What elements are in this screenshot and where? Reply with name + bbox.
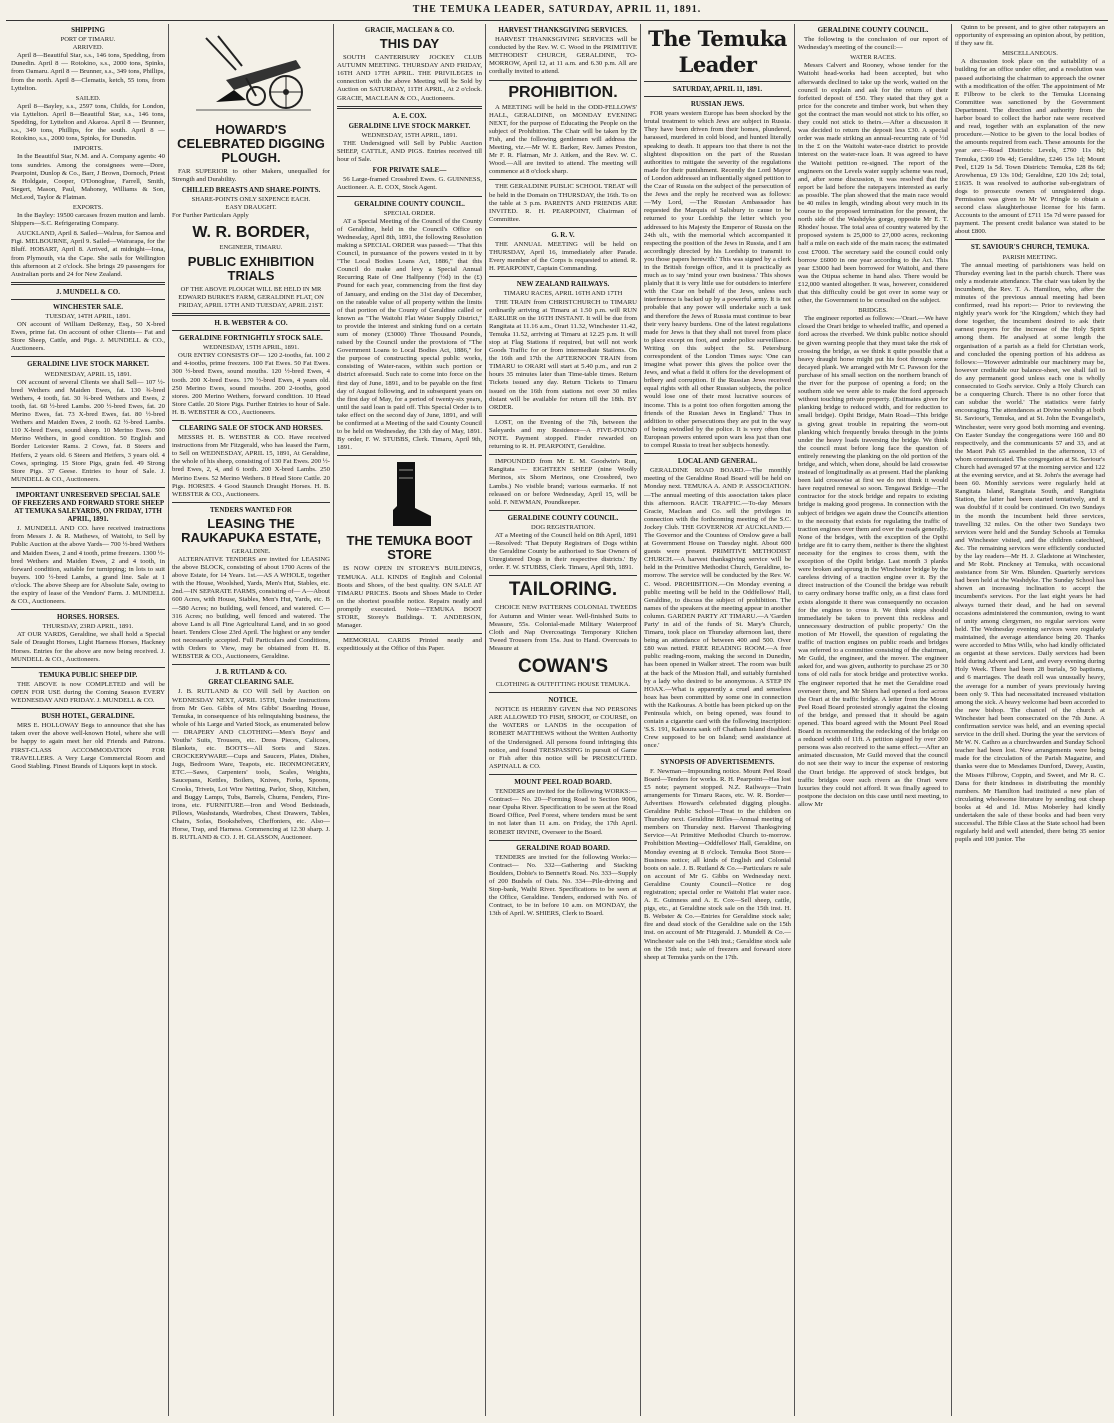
synopsis-heading: SYNOPSIS OF ADVERTISEMENTS.: [660, 757, 775, 766]
column-4: [485, 24, 640, 1416]
trials-title: PUBLIC EXHIBITION TRIALS: [187, 253, 315, 283]
divider: [11, 487, 165, 488]
geraldine-market-text: THE Undersigned will Sell by Public Auction SHEEP, CATTLE, AND PIGS. Entries received till hour of Sale.: [337, 139, 482, 164]
arrived-heading: ARRIVED.: [72, 44, 104, 52]
gracie-heading: GRACIE, MACLEAN & CO.: [364, 26, 455, 34]
top-rule: [6, 20, 1108, 21]
border-name: W. R. BORDER,: [192, 223, 310, 241]
divider: [489, 774, 637, 775]
gerroad-text: TENDERS are invited for the following Works:— Contract— No. 332—Gathering and Stacking Boulders, Dobie's to Bennett's Road. No. 333—Supply of 200 Bushels of Oats. No. 334—Pile-driving and Stop-bank, Waihi River. Specifications to be seen at the Office, Geraldine. Tenders, endorsed with No. of Contract, to be in before 10 a.m. on MONDAY, the 13th of April. W. SHIERS, Clerk to Board.: [489, 853, 637, 918]
saviour-heading: ST. SAVIOUR'S CHURCH, TEMUKA.: [970, 243, 1090, 252]
bush-text: MRS E. HOLLOWAY Begs to announce that she has taken over the above well-known Hotel, where she will be happy to again meet her old Friends and Patrons. FIRST-CLASS ACCOMMODATION FOR TRAVELLERS. A Very Large Commercial Room and Good Stabling. Finest Brands of Liquors kept in stock.: [11, 722, 165, 770]
grv-text: THE ANNUAL MEETING will be held on THURSDAY, April 16, immediately after Parade. Every member of the Corps is requested to attend. R. H. PEARPOINT, Captain Commanding.: [489, 240, 637, 273]
special-text: AT a Special Meeting of the Council of the County of Geraldine, held in the Council's Office on Wednesday, April 8th, 1891, the following Resolution making a SPECIAL ORDER was passed:— 'That this Council, in pursuance of the powers vested in it by "The Local Bodies Loans Act, 1886," that this Council do make and levy a Special Annual Recurring Rate of One Halfpenny (½d) in the (£) Pound for each year, commencing from the first day of January, and ending on the 31st day of December, on the rateable value of all property within the limits of that portion of the County of Geraldine called or known as "The Waitohi Flat Water Supply District," to provide the interest and sinking fund on a certain sum of money (£3000) Three Thousand Pounds, raised by the Council under the provisions of "The Government Loans to Local Bodies Act, 1886," for the purpose of constructing special public works, consisting of Water-races, within such portion or district aforesaid. Such rate to come into force on the first day of June, 1891, and to be payable on the first day of August following, and in subsequent years on the first day of May, for a period of twenty-six years, until the said loan is paid off. This Special Order is to take effect on the second day of June, 1891, and will be confirmed at a Meeting of the said County Council to be held on Wednesday, the 13th day of May, 1891. By order, F. W. STUBBS, Clerk. Timaru, April 9th, 1891.: [337, 217, 482, 452]
prohibition-text: A MEETING will be held in the ODD-FELLOWS' HALL, GERALDINE, on MONDAY EVENING NEXT, for the purpose of Educating the People on the subject of Prohibition. The Chair will be taken by Dr Fish, and the following gentlemen will address the Meeting, viz.—Mr W. E. Barker, Rev. James Preston, Mr F. R. Flatman, Mr J. Aitken, and the Rev. W. C. Wood.—All are invited to attend. The meeting will commence at 8 o'clock sharp.: [489, 103, 637, 176]
parish-text: The annual meeting of parishioners was held on Thursday evening last in the parish church. There was only a moderate attendance. The chair was taken by the incumbent, the Rev. T. A. Hamilton, who, after the minutes of the previous annual meeting had been confirmed, read his report:— Prior to reviewing the nightly year's work for 'the Kingdom,' which they had done together, the incumbent desired to ask their earnest prayers for the increase of the Holy Spirit among them. He analysed at some length the organisation of a parish as a field for Christian work, and concluded the opening portion of his address as follows:—'However admirable our machinery may be, however creditable our balance-sheet, we shall fail to do any permanent good unless each one is wholly consecrated to God's service. Only a Holy Church can be a conquering Church. There is no other force that can subdue the world.' The statistics were fairly encouraging. The attendances at Divine worship at both St. Saviour's, Temuka, and at St. John the Evangelist's, Winchester, were very good both morning and evening. On Easter Sunday the congregations were 160 and 80 respectively, and the communicants 57 and 33, and at the Maori Pah 65 assembled in the afternoon, 13 of whom communicated. The congregation at St. Saviour's Church had averaged 97 at the morning service and 122 at the evening service, and at St. John's the average had been 60. Monthly services were regularly held at Rangitata Island, Rangitata South, and Rangitata Station, the latter had been started tentatively, and it was doubtful if it could be continued. On two Sundays in the month the incumbent held three services, travelling 32 miles. On the other two Sundays two services were held and the Sunday Schools at Temuka and Winchester visited, and the children catechised, &c. The remaining services were efficiently conducted by the lay readers—Mr H. J. Gladstone at Winchester, and Mr Robt. Pinckney at Temuka, with occasional assistance from Sir Wm. Blunden. Quarterly services had been held at the Washdyke. The Sunday School has shown an increasing inclination to accept the incumbent's services. For the last eight years he had always turned their dead, and he had on several occasions administered the communion, owing to want of unity among clergymen, no regular services were held. The Wednesday evening services were regularly maintained, the average attendance being 20. Thanks were accorded to Miss Wills, who had kindly officiated as organist at these services. Daily services had been held during Advent and Lent, and every evening during Holy Week. There had been 28 burials, 50 baptisms, and 6 marriages. The death roll was unusually heavy, the average for a number of years previously having been only 9. This had necessitated increased visitation among the sick. A heavy welcome had been accorded to the new bishop. The chancel of the church at Winchester had been consecrated on the 7th June. A confirmation service was held, and an evening special service in the drill shed. During the year the services of Mr W. N. Cathro as a churchwarden and Sunday School teacher had been lost. New arrangements were being made for the circulation of the Parish Magazine, and thanks were due to Mesdames Dunford, Davey, Austin, the Misses Filbrow, Coppin, and Sweet, and Mr R. C. Dana for their kindness in distributing the monthly numbers. Mr Hamilton had instituted a new plan of circulating wholesome literature by sending out cheap books at 4d and 1d. Miss Moberley had kindly undertaken the sale of these books and had been very successful. The Bible Class at the State school had been regularly held and well attended, there being 35 senior pupils and 100 junior. The: [955, 261, 1105, 844]
russian-heading: RUSSIAN JEWS.: [690, 100, 745, 109]
port-heading: PORT OF TIMARU.: [60, 36, 116, 44]
thisday-heading: THIS DAY: [379, 36, 440, 52]
divider: [172, 330, 330, 331]
dog-subheading: DOG REGISTRATION.: [531, 523, 595, 531]
local-heading: LOCAL AND GENERAL.: [677, 457, 758, 466]
divider: [644, 96, 791, 97]
imports-heading: IMPORTS.: [73, 145, 103, 153]
column-2: [168, 24, 333, 1416]
divider: [11, 667, 165, 668]
divider: [172, 313, 330, 316]
howard-further: For Further Particulars Apply: [172, 212, 249, 220]
divider: [489, 179, 637, 180]
railways-heading: NEW ZEALAND RAILWAYS.: [516, 280, 610, 289]
rutland-heading: J. B. RUTLAND & CO.: [215, 668, 287, 677]
mountpeel-text: TENDERS are invited for the following WORKS:— Contract— No. 20—Forming Road to Section 9006, near Opuha River. Specification to be seen at the Road Board Office, Peel Forest, where tenders must be sent in not later than 11 a.m. on Friday, the 17th April. ROBERT IRVINE, Overseer to the Board.: [489, 788, 637, 836]
divider: [489, 415, 637, 416]
divider: [11, 708, 165, 709]
divider: [644, 81, 791, 82]
divider: [337, 196, 482, 197]
leasing-title: LEASING THE RAUKAPUKA ESTATE,: [181, 515, 321, 545]
howard-chilled: CHILLED BREASTS AND SHARE-POINTS.: [181, 186, 321, 195]
winchester-heading: WINCHESTER SALE.: [52, 302, 124, 311]
divider: [11, 356, 165, 357]
harvest-heading: HARVEST THANKSGIVING SERVICES.: [498, 26, 628, 34]
newspaper-date: SATURDAY, APRIL 11, 1891.: [672, 85, 763, 93]
geraldine-market-heading: GERALDINE LIVE STOCK MARKET.: [348, 121, 471, 130]
divider: [489, 276, 637, 277]
imports-text: In the Beautiful Star, N.M. and A. Company agents: 40 tons sundries. Among the consignees were—Dore, Pearpoint, Dunlop & Co., Barr, J Brown, Dornoch, Priest & Holdgate, Cooper, O'Donoghue, Farrell, Smith, Siegert, Mason, Paul, Mahoney, Williams & Son, McLeod, Taylor & Flatman.: [11, 153, 165, 201]
divider: [644, 754, 791, 755]
exports-heading: EXPORTS.: [72, 203, 104, 211]
divider: [489, 510, 637, 511]
fortnightly-date: WEDNESDAY, 15TH APRIL, 1891.: [202, 344, 300, 352]
divider: [337, 633, 482, 634]
notice-text: NOTICE IS HEREBY GIVEN that NO PERSONS ARE ALLOWED TO FISH, SHOOT, or COURSE, on the WATERS or LANDS in the occupation of ROBERT MATTHEWS without the Written Authority of the Undersigned. All persons found infringing this notice, and found TRESPASSING in pursuit of Game or Fish after this notice will be PROSECUTED. ASPINALL & CO.: [489, 706, 637, 770]
trials-sub: OF THE ABOVE PLOUGH WILL BE HELD IN MR EDWARD BURKE'S FARM, GERALDINE FLAT, ON FRIDAY, APRIL 17TH AND TUESDAY, APRIL 21ST.: [178, 285, 324, 309]
geraldine-live-heading: GERALDINE LIVE STOCK MARKET.: [27, 360, 149, 369]
cowans-subtitle: CLOTHING & OUTFITTING HOUSE TEMUKA.: [495, 681, 631, 688]
auckland-text: AUCKLAND, April 8. Sailed—Walrus, for Samoa and Figi. MELBOURNE, April 9. Sailed—Wairarapa, for the Bluff. HOBART, April 8. Arrived, at midnight—Iona, from Plymouth, via the Cape. She sails for Wellington this afternoon at 2 o'clock. She brings 29 passengers for Australian ports and 24 for New Zealand.: [11, 230, 165, 278]
border-title: ENGINEER, TIMARU.: [219, 243, 283, 251]
column-3: [333, 24, 485, 1416]
private-heading: FOR PRIVATE SALE—: [372, 166, 447, 175]
council-continued: Quinn to be present, and to give other ratepayers an opportunity of expressing an opinion about, by petition, if they saw fit.: [955, 24, 1105, 48]
divider: [489, 454, 637, 455]
grv-heading: G. R. V.: [551, 230, 575, 239]
cox-heading: A. E. COX.: [392, 111, 427, 120]
mountpeel-heading: MOUNT PEEL ROAD BOARD.: [514, 777, 612, 786]
russian-text: FOR years western Europe has been shocked by the brutal treatment to which Jews are subject in Russia. They have been driven from their homes, plundered, harassed, murdered in cold blood, and hunted literally speaking to death. It appears too that there is not the slightest disposition on the part of the Russian authorities to mitigate the severity of the regulations made for their punishment. Recently the Lord Mayor of London addressed an influentially signed petition to the Czar of Russia on the subject of the persecution of the Jews and the reply he received was as follows:—'My Lord, —The Russian Ambassador has requested the Marquis of Salisbury to cause to be returned to your Lordship the letter which you addressed to his Majesty the Emperor of Russia on the 24th ult., with the memorial which accompanied it respecting the position of the Jews in Russia, and I am accordingly directed by his Lordship to transmit to you those papers herewith.' This was signed by a clerk in the British foreign office, and it is practically as much as to say 'mind your own business.' This shows plainly that it is very little use for outsiders to interfere with the Czar on behalf of the Jews, unless such interference is backed up by a powerful army. It is not probable that any power will undertake such a task and therefore the Jews of Russia must continue to bear their very heavy burdens. One of the latest regulations made for Jews is that they shall not travel from place to place except on foot, and under police surveillance. Writing on this subject the St. Petersburg correspondent of the London Times says: 'One can imagine what power this gives the police over the Jews, and what a field it offers for the development of bribery and corruption. If the Russian Jews received equal rights with all other Russian subjects, the police would lose one of their most lucrative sources of income. This is a point too often forgotten among the friends of the Russian Jews in England.' Thus in addition to other persecutions they are put in the way of being swindled by the police. It is very often that European powers entered upon wars less just than one to compel Russia to treat her subjects honestly.: [644, 110, 791, 450]
water-text: Messrs Calvert and Rooney, whose tender for the Waitohi head-works had been accepted, but who afterwards declined to take up the work, waited on the council to explain and ask for the return of their forfeited deposit of £50. They stated that they got a price for the concrete and timber work, but when they got the contract the man would not stick to his offer, so they could not stick to theirs.—After a discussion it was decided to return the deposit less £30. A special order was made striking an annual-recurring rate of ½d in the £ on the Waitohi water-race district to provide interest on the water-race loan. It was agreed to have the Waitohi petition re-signed. The report of the engineers on the Levels water supply scheme was read, and, after some discussion, it was resolved that the report be laid before the ratepayers interested as early as possible. The plan showed that the main race would be 40 miles in length, winding about very much in its course to the proposed termination for the present, the north side of the Washdyke gorge, opposite Mr E. T. Rhodes' house. The total area of country watered by the proposed system is 25,000 to 27,000 acres, reckoning half a mile on each side of the main races; the estimated cost £7000. The secretary said the council could only borrow £6000 in one year according to the Act. This year £3000 had been borrowed for Waitohi, and there was the Otipua scheme in hand also. There would be £12,000 wanted altogether. It was, however, considered that this difficulty could be got over in some way or other, the Government to be consulted on the subject.: [798, 62, 948, 305]
divider: [489, 227, 637, 228]
geraldine-live-date: WEDNESDAY, APRIL 15, 1891.: [44, 370, 132, 378]
plough-illustration: [186, 30, 316, 120]
races-text: THE TRAIN from CHRISTCHURCH to TIMARU ordinarily arriving at Timaru at 1.50 p.m. will RUN EARLIER on the 16TH INSTANT. It will be due from Rangitata at 11.16 a.m., Orari 11.32, Winchester 11.42, Temuka 11.52, arriving at Timaru at 12.25 p.m. It will stop at Flag Stations if required, but will not work Goods Traffic for or from intermediate Stations. On the 16th and 17th the AFTERNOON TRAIN from TIMARU to ORARI will start at 5.40 p.m., and run 2 hours 35 minutes later than Time-table times. Return Tickets issued any day. Return Tickets to Timaru issued on the 16th from stations not over 30 miles distant will be available for return till the 18th. BY ORDER.: [489, 298, 637, 411]
column-5: [640, 24, 794, 1416]
divider: [489, 80, 637, 81]
winchester-date: TUESDAY, 14TH APRIL, 1891.: [45, 313, 131, 320]
school-text: THE GERALDINE PUBLIC SCHOOL TREAT will be held in the Domain on THURSDAY, the 16th. To on the table at 3 p.m. PARENTS AND FRIENDS ARE INVITED. R. H. PEARPOINT, Chairman of Committee.: [489, 183, 637, 223]
arrived-text: April 8—Beautiful Star, s.s., 146 tons, Spedding, from Dunedin. April 8 — Rotokino, s.s., 2000 tons, Spinks, from Oamaru. April 8 — Brunner, s.s., 349 tons, Phillips, from the north. April 8—Clematis, ketch, 55 tons, from Lyttelton.: [11, 52, 165, 92]
divider: [337, 106, 482, 109]
cowans-title: COWAN'S: [517, 656, 609, 677]
howard-share: SHARE-POINTS ONLY SIXPENCE EACH.: [191, 196, 311, 204]
howard-title: HOWARD'S CELEBRATED DIGGING PLOUGH.: [177, 122, 325, 165]
column-7: [951, 24, 1108, 1416]
exports-text: In the Bayley: 19500 carcases frozen mutton and lamb. Shippers—S.C. Refrigerating Company.: [11, 212, 165, 228]
impounded-text: IMPOUNDED from Mr E. M. Goodwin's Run, Rangitata — EIGHTEEN SHEEP (nine Woolly Merinos, six Shorn Merinos, one Crossbred, two Lambs.) No visible brand; various earmarks. If not released on or before Wednesday, April 15, will be sold. F. NEWMAN, Poundkeeper.: [489, 458, 637, 506]
geraldine-market-date: WEDNESDAY, 15TH APRIL, 1891.: [361, 131, 458, 139]
jockey-text: SOUTH CANTERBURY JOCKEY CLUB AUTUMN MEETING. THURSDAY AND FRIDAY, 16TH AND 17TH APRIL. THE PRIVILEGES in connection with the above Meeting will be Sold by Auction on SATURDAY, 11TH APRIL, At 2 o'clock. GRACIE, MACLEAN & CO., Auctioneers.: [337, 54, 482, 102]
newspaper-title: The Temuka Leader: [648, 26, 787, 77]
leasing-sub: GERALDINE.: [231, 547, 271, 555]
divider: [644, 453, 791, 454]
boot-illustration: [385, 460, 435, 530]
county-heading: GERALDINE COUNTY COUNCIL.: [354, 199, 465, 208]
howard-easy: EASY DRAUGHT.: [225, 204, 277, 212]
local-text: GERALDINE ROAD BOARD.—The monthly meeting of the Geraldine Road Board will be held on Monday next. TEMUKA A. AND P. ASSOCIATION.—The annual meeting of this association takes place this afternoon. RACE TRAFFIC.—To-day Messrs Gracie, Maclean and Co. sell the privileges in connection with the forthcoming meeting of the S.C. Jockey Club. THE GOVERNOR AT AUCKLAND.—The Governor and the Countess of Onslow gave a ball at Government House on Tuesday night. About 600 guests were present. PRIMITIVE METHODIST CHURCH.—A harvest thanksgiving service will be held in the Primitive Methodist Church, Geraldine, to-morrow. The service will be conducted by the Rev. W. C. Wood. PROHIBITION.—On Monday evening a public meeting will be held in the Oddfellows' Hall, Geraldine, to discuss the subject of prohibition. The names of the speakers at the meeting appear in another column. GARDEN PARTY AT TIMARU.—A 'Garden Party' in aid of the funds of St. Mary's Church, Timaru, took place on Thursday afternoon last, there being an attendance of between 400 and 500. Over £80 was netted. FREE READING ROOM.—A free public reading-room, making the second in Dunedin, has been opened in Walker street. The room was built at the back of the Mission Hall, and suitably furnished by a lady who desired to be anonymous. A STEP IN HOAX.—What is apparently a cruel and senseless hoax has been committed by some one in connection with the Kaikouras. A bottle has been picked up on the Peninsula which, on being opened, was found to contain a cigarette card with the following inscription: 'S.S. 191, Kaikoura sank off Chatham Island disabled. Crew supposed to be on Island; send assistance at once.': [644, 467, 791, 750]
page-masthead: THE TEMUKA LEADER, SATURDAY, APRIL 11, 1891.: [412, 4, 702, 15]
races-heading: TIMARU RACES, APRIL 16TH AND 17TH: [503, 290, 623, 298]
prohibition-title: PROHIBITION.: [508, 83, 618, 101]
misc-text: A discussion took place on the suitability of a building for an office under offer, and a resolution was passed authorising the chairman to approach the owner with a modification of the offer. The appointment of Mr E Filbrow to be clerk to the Temuka Licensing Committee was sanctioned by the Government Department. The direction and authority from the harbor board to collect the harbor rate were received and read, together with an explanation of the new procedure.—Notice to be given to the local bodies of the amounts required from each. These amounts for the year are:—Road Districts: Levels, £760 11s 8d; Temuka, £369 19s 4d; Geraldine, £246 15s 1d; Mount Peel, £129 1s 5d. Town Districts: Temuka, £28 8s 6d; Arowhenua, £9 13s 10d; Geraldine, £20 10s 2d; total, £1635. It was resolved to authorise sub-registrars of dogs to prosecute owners of unregistered dogs. Permission was given to Mr W. Pringle to obtain a second class slaughterhouse license for his farm. Accounts to the amount of £711 15s 7d were passed for payment. The present credit balance was stated to be about £800.: [955, 58, 1105, 236]
sailed-heading: SAILED.: [75, 94, 101, 102]
harvest-text: HARVEST THANKSGIVING SERVICES will be conducted by the Rev. W. C. Wood in the PRIMITIVE METHODIST CHURCH, GERALDINE, TO-MORROW, April 12, at 11 a.m. and 6.30 p.m. All are cordially invited to attend.: [489, 36, 637, 76]
fortnightly-text: OUR ENTRY CONSISTS OF— 120 2-tooths, fat. 100 2 and 4-tooths, prime freezers. 100 Fat Ewes. 50 Fat Ewes. 300 ½-bred Ewes, sound mouths. 120 ½-bred Ewes, 4 tooth. 200 X-bred Ewes. 170 ½-bred Ewes, 4 years old. 250 Merino Ewes, sound mouths. 200 2-tooths, good stores. 200 Merino Wethers, forward condition. 10 Head Store Cattle. 20 Store Pigs. Further Entries to hour of Sale. H. B. WEBSTER & CO., Auctioneers.: [172, 352, 330, 416]
horses-text: AT OUR YARDS, Geraldine, we shall hold a Special Sale of Draught Horses, Light Harness Horses, Hackney Horses. Entries for the above are now being received. J. MUNDELL & CO., Auctioneers.: [11, 631, 165, 663]
great-heading: GREAT CLEARING SALE.: [208, 678, 294, 687]
dog-text: AT a Meeting of the Council held on 8th April, 1891—Resolved: 'That Deputy Registrars of Dogs within the Geraldine County be authorised to Sue Owners of Unregistered Dogs in their respective districts.' By order. F. W. STUBBS, Clerk. Timaru, April 9th, 1891.: [489, 531, 637, 572]
council-intro: The following is the conclusion of our report of Wednesday's meeting of the council:—: [798, 36, 948, 52]
column-1: [8, 24, 168, 1416]
important-heading: IMPORTANT UNRESERVED SPECIAL SALE OF FREEZERS AND FORWARD STORE SHEEP AT TEMUKA SALEYARDS, ON FRIDAY, 17TH APRIL, 1891.: [11, 490, 165, 524]
great-text: J. B. RUTLAND & CO Will Sell by Auction on WEDNESDAY NEXT, APRIL 15TH, Under instructions from Mr Geo. Gibbs of Mrs Gibbs' Boarding House, Temuka, in consequence of his relinquishing business, the whole of his Large and Varied Stock, as enumerated below— DRAPERY AND CLOTHING—Men's Boys' and Youths' Suits, Trousers, etc. Dress Pieces, Calicoes, Blankets, etc. BOOTS—All Sorts and Sizes. CROCKERYWARE—Cups and Saucers, Plates, Dishes, Jugs, Bedroom Ware, Teapots, etc. IRONMONGERY, ETC.—Saws, Carpenters' tools, Scales, Weights, Saucepans, Kettles, Boilers, Knives, Forks, Spoons, Crooks, Trivets, Lot Wire Netting, Parlor, Shop, Kitchen, and Buggy Lamps, Tubs, Barrels, Churns, Fenders, Fire-irons, etc. FURNITURE—Iron and Wood Bedsteads, Pillows, Washstands, Wardrobes, Chest Drawers, Tables, Chairs, Sofas, Bookshelves, Cheffoniers, etc. Also—Horse, Trap, and Harness. Commencing at 12.30 sharp. J. B. RUTLAND & CO. J. H. GLASSON, Auctioneer.: [172, 688, 330, 842]
sailed-text: April 8—Bayley, s.s., 2597 tons, Childs, for London, via Lyttelton. April 8—Beautiful Star, s.s., 146 tons, Spedding, for Lyttelton and Akaroa. April 8 — Brunner, s.s., 349 tons, Phillips, for the south. April 8 — Rotokino, s.s., 2000 tons, Spinks, for Dunedin.: [11, 102, 165, 143]
column-6: [794, 24, 951, 1416]
lost-text: LOST, on the Evening of the 7th, between the Saleyards and my Residence—A FIVE-POUND NOTE. Payment stopped. Finder rewarded on returning to R. H. PEARPOINT, Geraldine.: [489, 418, 637, 451]
divider: [11, 299, 165, 300]
council-heading: GERALDINE COUNTY COUNCIL.: [817, 26, 929, 34]
howard-far: FAR SUPERIOR to other Makers, unequalled for Strength and Durability.: [172, 168, 330, 184]
private-text: 56 Large-framed Crossbred Ewes. G. GUINNESS, Auctioneer. A. E. COX, Stock Agent.: [337, 176, 482, 192]
misc-heading: MISCELLANEOUS.: [1002, 50, 1058, 58]
synopsis-text: F. Newman—Impounding notice. Mount Peel Road Board—Tenders for works. R. H. Pearpoint—Has lost £5 note; payment stopped. N.Z. Railways—Train arrangements for Timaru Races, etc. W. R. Border—Advertises Howard's celebrated digging ploughs. Geraldine Public School—Treat to the children on Thursday next. Geraldine Rifles—Annual meeting of members on Thursday next. Harvest Thanksgiving Service—At Primitive Methodist Church to-morrow. Prohibition Meeting—Oddfellows' Hall, Geraldine, on Monday evening at 8 o'clock. Temuka Boot Store—Business notice; all kinds of English and Colonial boots on sale. J. B. Rutland & Co.—Particulars re sale on account of Mr G. Gibbs on Wednesday next. Geraldine County Council—Notice re dog registration; special order re Waitohi Flat water race. A. E. Guinness and A. E. Cox—Sell sheep, cattle, pigs, etc., at Geraldine stock sale on the 15th inst. H. B. Webster & Co.—Entries for Geraldine stock sale; fire and dead stock of the Geraldine sale on the 15th inst. on account of Mr Fitzgerald. J. Mundell & Co.—Winchester sale on the 14th inst.; Geraldine stock sale on the 15th inst.; sale of freezers and forward store sheep at Temuka yards on the 17th.: [644, 767, 791, 961]
notice-heading: NOTICE.: [548, 696, 578, 705]
water-heading: WATER RACES.: [850, 54, 896, 62]
webster-heading: H. B. WEBSTER & CO.: [214, 318, 288, 327]
shipping-heading: SHIPPING: [71, 26, 105, 34]
clearing-text: MESSRS H. B. WEBSTER & CO. Have received instructions from Mr Fitzgerald, who has leased the Farm, to Sell on WEDNESDAY, APRIL 15, 1891, At Geraldine, the whole of his sheep, consisting of 130 Fat Ewes. 200 ½-bred Ewes, 2, 4, and 6 tooth. 200 X-bred Lambs. 250 Merino Ewes. 52 Merino Wethers. 8 Head Store Cattle. 20 Pigs. HORSES. 4 Good Staunch Draught Horses. H. B. WEBSTER & CO., Auctioneers.: [172, 434, 330, 498]
special-heading: SPECIAL ORDER.: [383, 209, 436, 217]
divider: [172, 420, 330, 421]
dip-heading: TEMUKA PUBLIC SHEEP DIP.: [38, 670, 138, 679]
divider: [172, 664, 330, 665]
clearing-heading: CLEARING SALE OF STOCK AND HORSES.: [179, 423, 323, 432]
bridges-heading: BRIDGES.: [858, 307, 888, 315]
divider: [172, 502, 330, 503]
divider: [489, 575, 637, 576]
tenders-heading: TENDERS WANTED FOR: [210, 505, 292, 514]
parish-heading: PARISH MEETING.: [1002, 253, 1058, 261]
geraldine-live-text: ON account of several Clients we shall Sell— 107 ½-bred Wethers and Maiden Ewes, fat. 130 ¾-bred Wethers, 4 tooth, fat. 30 ¾-bred Wethers and Ewes, 2 tooth, fat. 68 ½-bred Lambs. 200 ½-bred Ewes, fat. 20 Merino Ewes, fat. 73 X-bred Ewes, fat. 80 ½-bred Wethers and Maiden Ewes, 2 tooth. 62 ½-bred Lambs. 110 X-bred Ewes, sound sheep. 10 Merino Ewes. 500 Merino Wethers, in good condition. 50 English and Border Leicester Rams. 2 Cows, fat. 8 Steers and Heifers, 2 years old. 6 Steers and Heifers, 3 years old. 4 Cows, springing. 15 Store Pigs, grain fed. 49 Strong Store Pigs. 37 Geese. Entries to hour of Sale. J. MUNDELL & CO., Auctioneers.: [11, 378, 165, 483]
divider: [489, 692, 637, 693]
dip-text: THE ABOVE is now COMPLETED and will be OPEN FOR USE during the Coming Season EVERY WEDNESDAY AND FRIDAY. J. MUNDELL & CO.: [11, 680, 165, 705]
dog-heading: GERALDINE COUNTY COUNCIL.: [507, 513, 619, 522]
divider: [337, 455, 482, 456]
bootstore-text: IS NOW OPEN IN STOREY'S BUILDINGS, TEMUKA. ALL KINDS of English and Colonial Boots and Shoes, of the best quality. ON SALE AT TIMARU PRICES. Boots and Shoes Made to Order on the shortest possible notice. Repairs neatly and promptly executed. Note—TEMUKA BOOT STORE, Storey's Buildings. T. ANDERSON, Manager.: [337, 565, 482, 630]
divider: [955, 239, 1105, 240]
bridges-text: The engineer reported as follows:—'Orari.—We have closed the Orari bridge to wheeled traffic, and opened a ford across the riverbed. We think public notice should be given warning people that they must take the risk of crossing the bridge, as we think it quite possible that a heavy draught horse might put his foot through some decayed plank. We arranged with Mr C. Pawson for the purchase of his small section on the northern branch of the river for the purpose of opening a ford; on the southern side we were able to make the ford approach without touching private property. (Estimates given for planking bridge to reduced width, and for reduction to small bridge). Opihi Bridge, Main Road—This bridge is giving great trouble in repairing the worn-out planking which frequently breaks through in the joints under the heavy loads traversing the bridge. We think the council must before long face the question of entirely renewing the planking on the old portion of the bridge, and which, when done, should be laid crosswise instead of longitudinally as at present. Had the planking been laid crosswise at first we do not think it would have required renewal so soon. Tengawai Bridge—The contractor for the stock bridge and repairs to existing bridge is making good progress. In connection with the subject of bridges we again draw the Council's attention to the necessity that exists for regulating the traffic of traction engines over them and over the roads generally. None of the bridges, with the exception of the Opihi bridge are fit to carry them, neither is there the slightest necessity for the engines to cross them, with the exception of the Opihi bridge. Last month 3 planks were broken and sprung in the Winchester bridge by the careless driving of a traction engine over it. By the direct instruction of the Council the bridge was rebuilt to carry ordinary horse traffic only, as a first class ford exists alongside it there was consequently no occasion for the engines to cross it. We think steps should immediately be taken to prevent this reckless and unnecessary destruction of public property.' On the motion of Mr Howell, the question of regulating the traffic of traction engines on public roads and bridges was referred to a committee consisting of the chairman, Mr Guild, the engineer, and the mover. The engineer asked for, and was given, authority to purchase 25 or 30 tons of old rails for stock bridge and protective works. The engineer reported that he met the Geraldine road overseer there, and Mr Shiers had opened a ford across the Orari at the traffic bridge. A letter from the Mount Peel Road Board protested strongly against the closing of the bridge, and pressed that it should be again opened. This board agreed with the Mount Peel Road Board in recommending the redecking of the bridge on a reduced width of 11ft. A petition signed by over 200 persons was also received to the same effect.—After an animated discussion, Mr Guild moved that the council do not see their way to incur the expense of restoring the Orari bridge. He approved of stock bridges, but traffic bridges over such rivers as the Orari were luxuries they could not afford. It was finally agreed to postpone the decision on this case until next meeting, to allow Mr: [798, 315, 948, 808]
leasing-text: ALTERNATIVE TENDERS are invited for LEASING the above BLOCK, consisting of about 1700 Acres of the above Estate, for 14 Years. 1st.—AS A WHOLE, together with the House, Woolshed, Yards, Men's Hut, Stables, etc. 2nd.—IN SEPARATE FARMS, consisting of— A—About 600 Acres, with House, Stables, Men's Hut, Yards, etc. B—580 Acres; no building, well fenced, and watered. C—316 Acres; no building, well fenced and watered. The above Land is all Fine Agricultural Land, and in so good heart. Tenders Close 23rd April. The highest or any tender not necessarily accepted. Full Particulars and Conditions, with Orders to View, may be obtained from H. B. WEBSTER & CO., Auctioneers, Geraldine.: [172, 556, 330, 661]
bootstore-title: THE TEMUKA BOOT STORE: [346, 533, 473, 563]
divider: [489, 840, 637, 841]
winchester-text: ON account of William DeRenzy, Esq., 50 X-bred Ewes, prime fat. On account of other Clients— Fat and Store Sheep, Cattle, and Pigs. J. MUNDELL & CO., Auctioneers.: [11, 321, 165, 353]
gerroad-heading: GERALDINE ROAD BOARD.: [516, 843, 610, 852]
tailoring-title: TAILORING.: [508, 579, 618, 601]
memorial-text: MEMORIAL CARDS Printed neatly and expeditiously at the Office of this Paper.: [337, 637, 482, 653]
mundell-heading: J. MUNDELL & CO.: [56, 287, 120, 296]
divider: [11, 609, 165, 610]
horses-date: THURSDAY, 23RD APRIL, 1891.: [42, 623, 134, 631]
tailoring-text: CHOICE NEW PATTERNS COLONIAL TWEEDS for Autumn and Winter wear. Well-finished Suits to Measure, 55s. Colonial-made Military Waterproof Cloth and Nap Overcoatings Temporary Kitchen Tweed Trousers from 15s. Just to Hand. Overcoats to Measure at: [489, 604, 637, 652]
bush-heading: BUSH HOTEL, GERALDINE.: [41, 712, 135, 721]
horses-heading: HORSES. HORSES.: [56, 613, 120, 622]
important-text: J. MUNDELL AND CO. have received instructions from Messrs J. & R. Mathews, of Waitohi, to Sell by Public Auction at the above Yards— 700 ½-bred Wethers and Maiden Ewes, 2 and 4 tooth, prime freezers. 1300 ½-bred Wethers and Maiden Ewes, 2 and 4 tooth, in forward condition, suitable for turnipping; in lots to suit buyers. 100 ½-bred Lambs, a grand line. Sale at 1 o'clock. The above Sheep are for Absolute Sale, owing to the expiry of lease of the Vendors' Farm. J. MUNDELL & CO., Auctioneers.: [11, 525, 165, 606]
fortnightly-heading: GERALDINE FORTNIGHTLY STOCK SALE.: [179, 334, 323, 343]
divider: [11, 282, 165, 285]
